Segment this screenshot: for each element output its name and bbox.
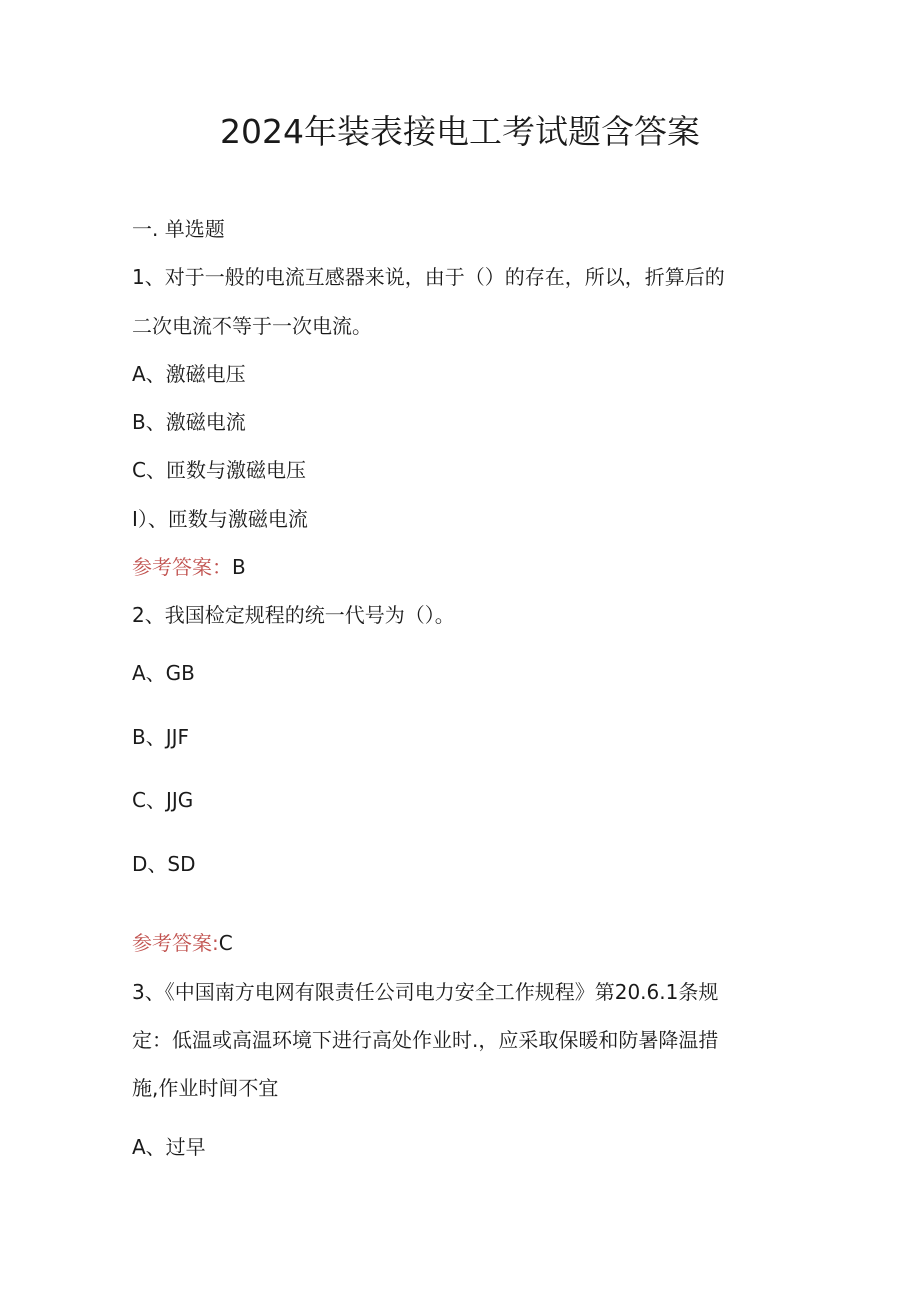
question-1-answer	[132, 553, 246, 581]
question-1-option-c: C、匝数与激磁电压	[132, 458, 306, 482]
question-1-option-b: B、激磁电流	[132, 410, 246, 434]
question-1-stem-line-2: 二次电流不等于一次电流。	[132, 314, 372, 338]
question-3-option-a: A、过早	[132, 1135, 206, 1159]
question-2-stem-line-1: 2、我国检定规程的统一代号为（）。	[132, 603, 455, 627]
question-3-stem-line-1: 3、《中国南方电网有限责任公司电力安全工作规程》第20.6.1条规	[132, 980, 719, 1004]
question-1-option-d: I）、匝数与激磁电流	[132, 507, 308, 531]
question-2-option-b: B、JJF	[132, 725, 190, 749]
question-1-stem-line-1: 1、对于一般的电流互感器来说，由于（）的存在，所以，折算后的	[132, 265, 725, 289]
question-1-option-a: A、激磁电压	[132, 362, 246, 386]
answer-value: B	[232, 555, 246, 579]
answer-label: 参考答案：	[132, 555, 232, 579]
document-title: 2024年装表接电工考试题含答案	[220, 112, 700, 151]
answer-value: C	[218, 931, 233, 955]
question-2-option-c: C、JJG	[132, 788, 194, 812]
answer-label: 参考答案:	[132, 931, 219, 955]
question-2-option-d: D、SD	[132, 852, 196, 876]
section-heading: 一. 单选题	[132, 217, 225, 241]
question-3-stem-line-2: 定：低温或高温环境下进行高处作业时.，应采取保暖和防暑降温措	[132, 1028, 719, 1052]
question-3-stem-line-3: 施,作业时间不宜	[132, 1076, 279, 1100]
question-2-option-a: A、GB	[132, 661, 195, 685]
question-2-answer	[132, 929, 233, 957]
